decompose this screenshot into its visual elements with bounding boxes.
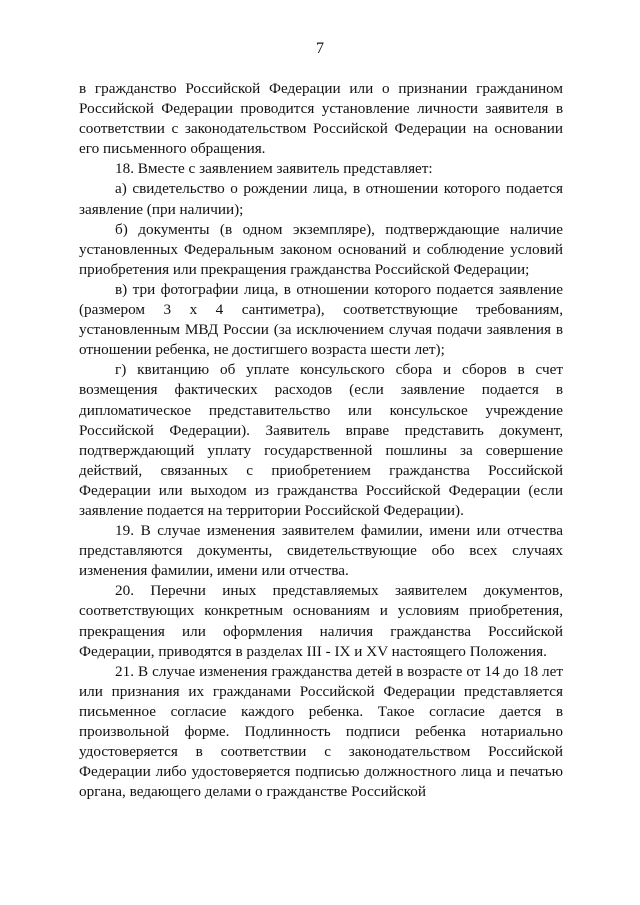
paragraph-21: 21. В случае изменения гражданства детей в возрасте от 14 до 18 лет или признания их гражданами Российской Федерации представляется письменное согласие каждого ребенка. Такое согласие дается в произвольной форме. Подлинность подписи ребенка нотариально удостоверяется в соответствии с законодательством Российской Федерации либо удостоверяется подписью должностного лица и печатью органа, ведающего делами о гражданстве Российской (79, 662, 563, 801)
paragraph-18-a: а) свидетельство о рождении лица, в отношении которого подается заявление (при наличии); (79, 180, 563, 218)
page-number: 7 (316, 40, 324, 57)
paragraph-19: 19. В случае изменения заявителем фамилии, имени или отчества представляются документы, свидетельствующие обо всех случаях изменения фамилии, имени или отчества. (79, 522, 563, 580)
paragraph-18-v: в) три фотографии лица, в отношении которого подается заявление (размером 3 х 4 сантиметра), соответствующие требованиям, установленным МВД России (за исключением случая подачи заявления в отношении ребенка, не достигшего возраста шести лет); (79, 280, 563, 359)
paragraph-20: 20. Перечни иных представляемых заявителем документов, соответствующих конкретным основаниям и условиям приобретения, прекращения или оформления наличия гражданства Российской Федерации, приводятся в разделах III - IX и XV настоящего Положения. (79, 582, 563, 660)
document-body (79, 79, 563, 802)
paragraph-18: 18. Вместе с заявлением заявитель представляет: (115, 160, 433, 178)
paragraph-18-b: б) документы (в одном экземпляре), подтверждающие наличие установленных Федеральным законом оснований и соблюдение условий приобретения или прекращения гражданства Российской Федерации; (79, 220, 563, 278)
paragraph-continuation: в гражданство Российской Федерации или о признании гражданином Российской Федерации проводится установление личности заявителя в соответствии с законодательством Российской Федерации на основании его письменного обращения. (79, 80, 563, 158)
paragraph-18-g: г) квитанцию об уплате консульского сбора и сборов в счет возмещения фактических расходов (если заявление подается в дипломатическое представительство или консульское учреждение Российской Федерации). Заявитель вправе представить документ, подтверждающий уплату государственной пошлины за совершение действий, связанных с приобретением гражданства Российской Федерации или выходом из гражданства Российской Федерации (если заявление подается на территории Российской Федерации). (79, 361, 563, 519)
